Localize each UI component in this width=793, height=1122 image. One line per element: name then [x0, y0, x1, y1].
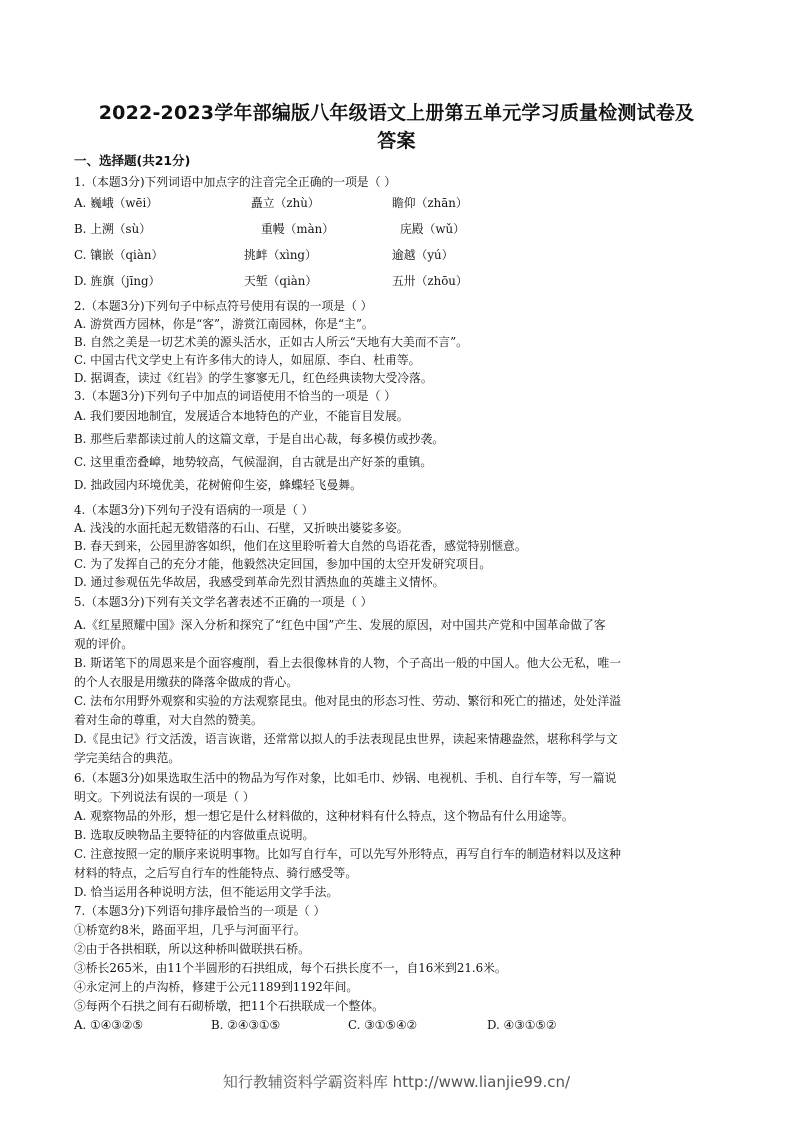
q1-option: 天堑（qiàn） — [244, 274, 318, 288]
question-3-stem: 3.（本题3分)下列句子中加点的词语使用不恰当的一项是（ ） — [74, 389, 397, 403]
q5-line: 学完美结合的典范。 — [74, 751, 181, 765]
q7-option: A. ①④③②⑤ — [74, 1018, 143, 1032]
q3-option: A. 我们要因地制宜，发展适合本地特色的产业，不能盲目发展。 — [74, 409, 409, 423]
q1-option: D. 旌旗（jīng） — [74, 274, 161, 288]
question-1-stem: 1.（本题3分)下列词语中加点字的注音完全正确的一项是（ ） — [74, 175, 397, 189]
q2-option: A. 游赏西方园林，你是“客”，游赏江南园林，你是“主”。 — [74, 317, 374, 331]
page-title-line1: 2022-2023学年部编版八年级语文上册第五单元学习质量检测试卷及 — [98, 102, 695, 124]
q5-line: A.《红星照耀中国》深入分析和探究了“红色中国”产生、发展的原因，对中国共产党和中国革命做了客 — [74, 618, 606, 632]
q6-option: D. 恰当运用各种说明方法，但不能运用文学手法。 — [74, 885, 339, 899]
q1-option: A. 巍峨（wēi） — [74, 196, 159, 210]
q7-option: D. ④③①⑤② — [487, 1018, 557, 1032]
q5-line: C. 法布尔用野外观察和实验的方法观察昆虫。他对昆虫的形态习性、劳动、繁衍和死亡的描述，处处洋溢 — [74, 694, 621, 708]
q7-option: C. ③①⑤④② — [348, 1018, 417, 1032]
q1-option: 瞻仰（zhān） — [392, 196, 468, 210]
q3-option: D. 拙政园内环境优美，花树俯仰生姿，蜂蝶轻飞曼舞。 — [74, 478, 362, 492]
q4-option: C. 为了发挥自己的充分才能，他毅然决定回国，参加中国的太空开发研究项目。 — [74, 557, 492, 571]
q7-option: B. ②④③①⑤ — [211, 1018, 281, 1032]
q5-line: 着对生命的尊重，对大自然的赞美。 — [74, 713, 263, 727]
q2-option: B. 自然之美是一切艺术美的源头活水，正如古人所云“天地有大美而不言”。 — [74, 335, 468, 349]
question-5-stem: 5.（本题3分)下列有关文学名著表述不正确的一项是（ ） — [74, 595, 373, 609]
q1-option: 挑衅（xìng） — [244, 248, 317, 262]
question-6-line: 6.（本题3分)如果选取生活中的物品为写作对象，比如毛巾、炒锅、电视机、手机、自行车等，写一篇说 — [74, 771, 617, 785]
q2-option: C. 中国古代文学史上有许多伟大的诗人，如屈原、李白、杜甫等。 — [74, 353, 421, 367]
q7-sentence: ①桥宽约8米，路面平坦，几乎与河面平行。 — [74, 923, 306, 937]
q4-option: A. 浅浅的水面托起无数错落的石山、石壁，又折映出婆娑多姿。 — [74, 521, 409, 535]
q1-option: 逾越（yú） — [392, 248, 454, 262]
q3-option: C. 这里重峦叠嶂，地势较高，气候湿润，自古就是出产好茶的重镇。 — [74, 455, 433, 469]
q1-option: B. 上溯（sù） — [74, 222, 152, 236]
q5-line: D.《昆虫记》行文活泼，语言诙谐，还常常以拟人的手法表现昆虫世界，读起来情趣盎然，堪称科学与文 — [74, 732, 618, 746]
footer-watermark: 知行教辅资料学霸资料库 http://www.lianjie99.cn/ — [222, 1073, 571, 1091]
q2-option: D. 据调查，读过《红岩》的学生寥寥无几，红色经典读物大受冷落。 — [74, 371, 433, 385]
q1-option: 重幔（màn） — [261, 222, 335, 236]
q1-option: 五卅（zhōu） — [392, 274, 468, 288]
q4-option: B. 春天到来，公园里游客如织，他们在这里聆听着大自然的鸟语花香，感觉特别惬意。 — [74, 539, 527, 553]
q5-line: 观的评价。 — [74, 637, 133, 651]
q5-line: 的个人衣服是用缴获的降落伞做成的背心。 — [74, 675, 299, 689]
q5-line: B. 斯诺笔下的周恩来是个面容瘦削，看上去很像林肯的人物，个子高出一般的中国人。他大公无私，唯一 — [74, 656, 622, 670]
q4-option: D. 通过参观伍先华故居，我感受到革命先烈甘洒热血的英雄主义情怀。 — [74, 575, 445, 589]
q7-sentence: ⑤每两个石拱之间有石砌桥墩，把11个石拱联成一个整体。 — [74, 999, 384, 1013]
page-title-line2: 答案 — [377, 130, 416, 152]
question-6-line: 明文。下列说法有误的一项是（ ） — [74, 790, 255, 804]
q6-option: A. 观察物品的外形，想一想它是什么材料做的，这种材料有什么特点，这个物品有什么用途等。 — [74, 809, 574, 823]
q1-option: 庑殿（wǔ） — [400, 222, 465, 236]
q6-option: 材料的特点，之后写自行车的性能特点、骑行感受等。 — [74, 866, 358, 880]
question-7-stem: 7.（本题3分)下列语句排序最恰当的一项是（ ） — [74, 904, 326, 918]
q6-option: C. 注意按照一定的顺序来说明事物。比如写自行车，可以先写外形特点，再写自行车的制造材料以及这种 — [74, 847, 621, 861]
q1-option: 矗立（zhù） — [251, 196, 320, 210]
q6-option: B. 选取反映物品主要特征的内容做重点说明。 — [74, 828, 315, 842]
question-2-stem: 2.（本题3分)下列句子中标点符号使用有误的一项是（ ） — [74, 299, 373, 313]
section-heading: 一、选择题(共21分) — [74, 153, 191, 168]
q7-sentence: ②由于各拱相联，所以这种桥叫做联拱石桥。 — [74, 942, 310, 956]
q7-sentence: ③桥长265米，由11个半圆形的石拱组成，每个石拱长度不一，自16米到21.6米。 — [74, 961, 507, 975]
question-4-stem: 4.（本题3分)下列句子没有语病的一项是（ ） — [74, 503, 314, 517]
q7-sentence: ④永定河上的卢沟桥，修建于公元1189到1192年间。 — [74, 980, 359, 994]
q1-option: C. 镶嵌（qiàn） — [74, 248, 164, 262]
q3-option: B. 那些后辈都读过前人的这篇文章，于是自出心裁，每多模仿或抄袭。 — [74, 432, 445, 446]
